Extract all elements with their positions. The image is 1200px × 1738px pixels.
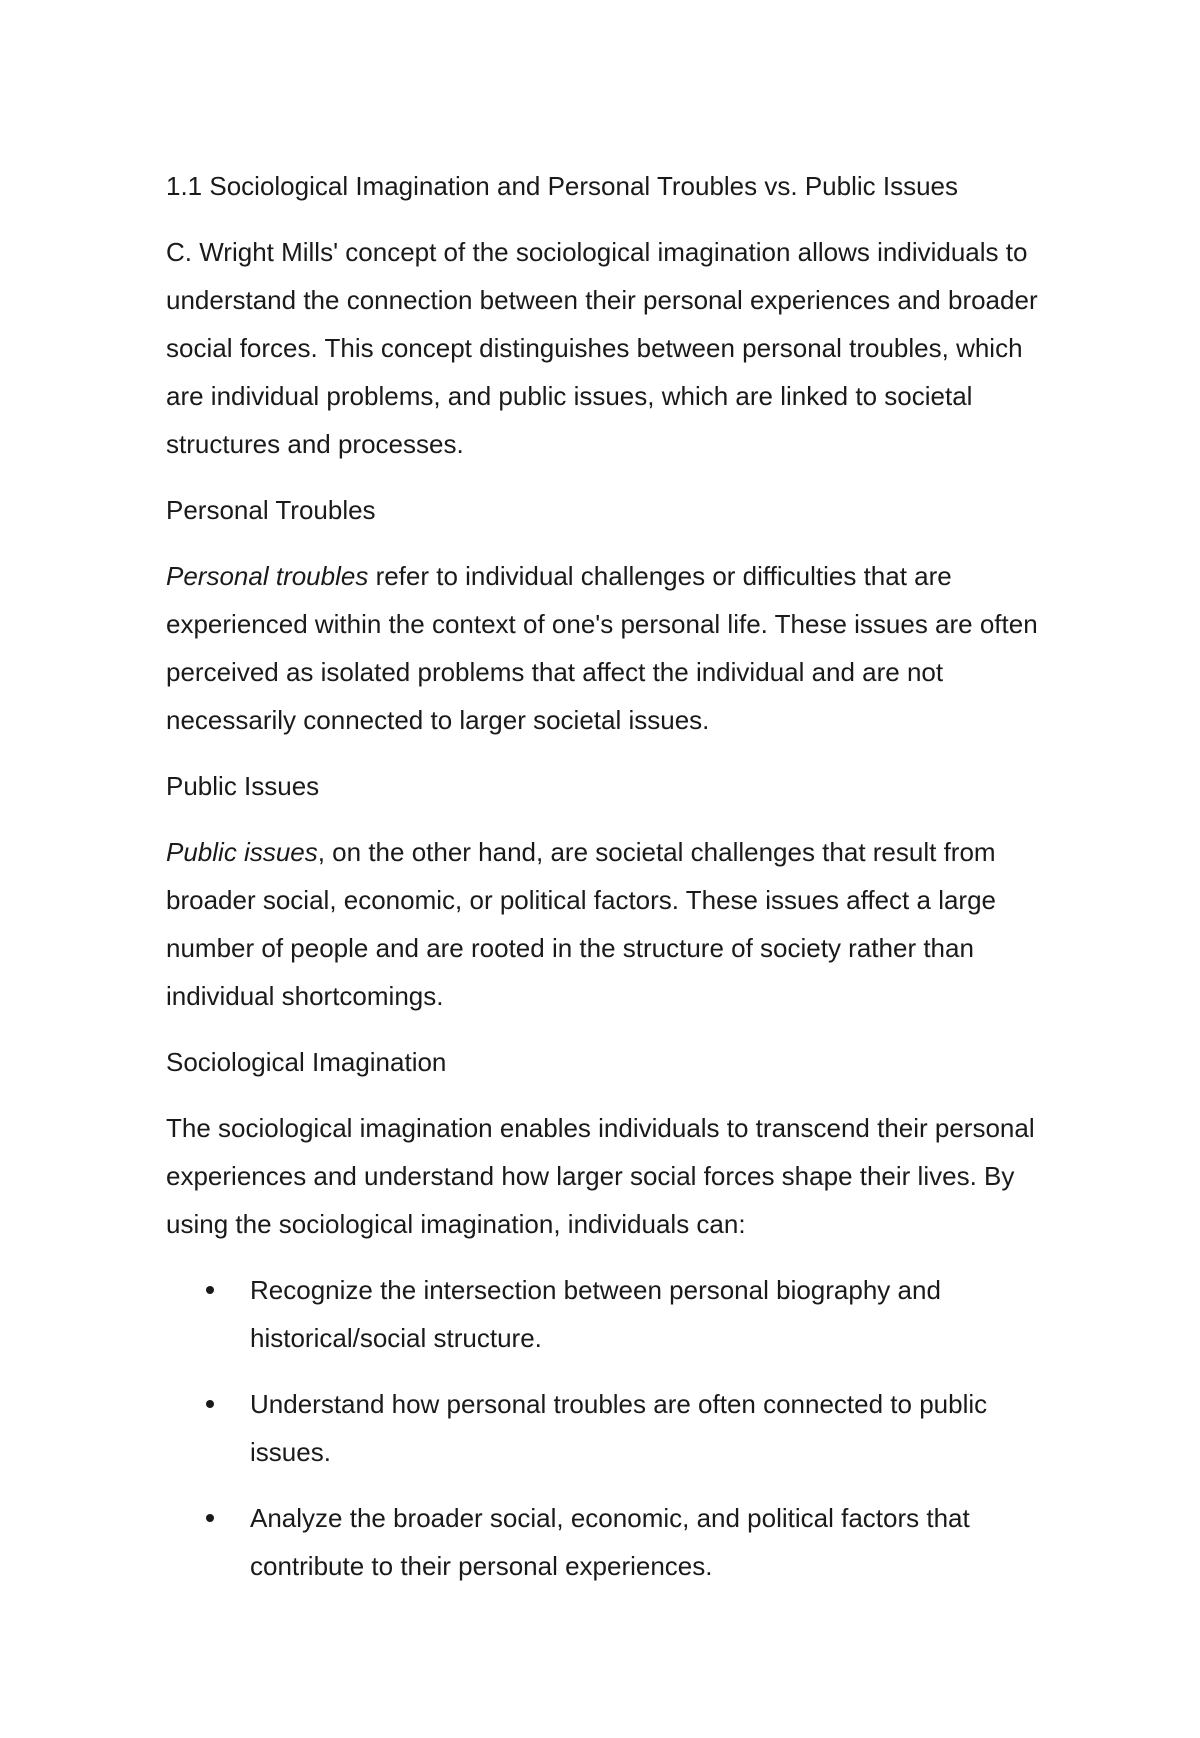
bullet-icon [206,1514,214,1522]
personal-troubles-heading: Personal Troubles [166,495,376,525]
bullet-list [166,1266,1046,1590]
intro-paragraph: C. Wright Mills' concept of the sociological imagination allows individuals to understand the connection between their personal experiences and broader social forces. This concept distinguishes between personal troubles, which are individual problems, and public issues, which are linked to societal structures and processes. [166,237,1038,459]
public-issues-paragraph [166,828,1046,1020]
personal-troubles-term: Personal troubles [166,561,369,591]
list-item-text: Recognize the intersection between personal biography and historical/social structure. [250,1275,941,1353]
public-issues-term: Public issues [166,837,318,867]
bullet-icon [206,1286,214,1294]
personal-troubles-text: refer to individual challenges or difficulties that are experienced within the context of one's personal life. These issues are often perceived as isolated problems that affect the individual and are not necessarily connected to larger societal issues. [166,561,1038,735]
bullet-icon [206,1400,214,1408]
document-title: 1.1 Sociological Imagination and Personal Troubles vs. Public Issues [166,171,958,201]
personal-troubles-paragraph [166,552,1046,744]
public-issues-text: , on the other hand, are societal challenges that result from broader social, economic, or political factors. These issues affect a large number of people and are rooted in the structure of society rather than individual shortcomings. [166,837,997,1011]
list-item-text: Analyze the broader social, economic, and political factors that contribute to their personal experiences. [250,1503,970,1581]
list-item-text: Understand how personal troubles are often connected to public issues. [250,1389,988,1467]
list-item [166,1266,1046,1362]
list-item [166,1494,1046,1590]
public-issues-heading: Public Issues [166,771,320,801]
list-item [166,1380,1046,1476]
document-page [166,162,1046,1608]
sociological-imagination-paragraph: The sociological imagination enables individuals to transcend their personal experiences and understand how larger social forces shape their lives. By using the sociological imagination, individuals can: [166,1113,1035,1239]
sociological-imagination-heading: Sociological Imagination [166,1047,447,1077]
